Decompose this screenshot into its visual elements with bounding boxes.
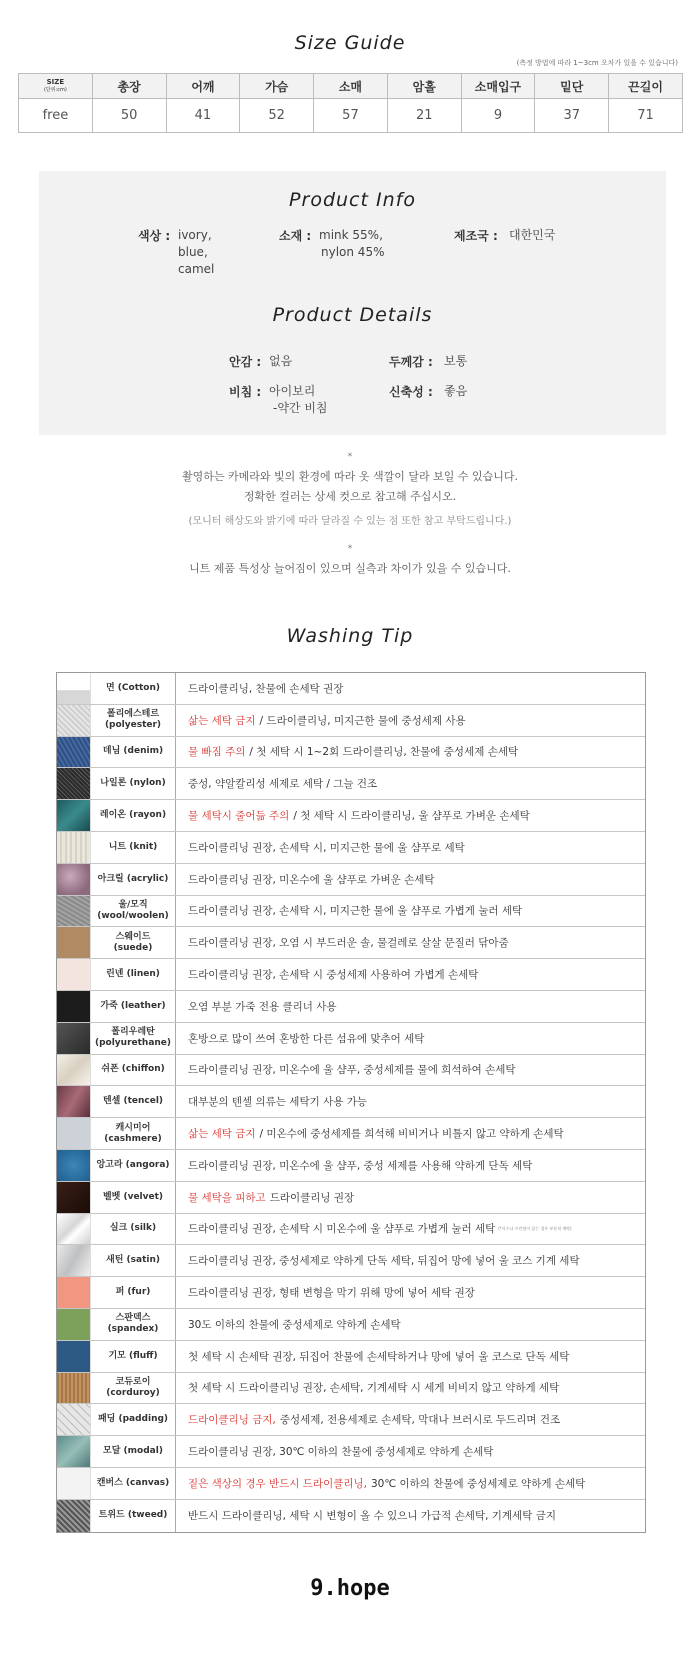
instruction-text: 반드시 드라이클리닝, 세탁 시 변형이 올 수 있으니 가급적 손세탁, 기계세탁 금지 [188, 1510, 556, 1523]
notice-bullet: * [347, 544, 353, 554]
fabric-name-line: 아크릴 (acrylic) [97, 873, 169, 884]
size-unit-label: (단위:cm) [43, 87, 67, 93]
washing-instruction [176, 896, 645, 927]
fabric-name-line: 울/모직 [118, 899, 148, 910]
washing-row [57, 1214, 645, 1246]
fabric-swatch [57, 896, 91, 927]
warning-text: 물 세탁시 줄어듦 주의 [188, 810, 290, 823]
fabric-name [91, 737, 176, 768]
fabric-name-line: 스판덱스 [115, 1313, 151, 1324]
column-header: 소매입구 [461, 74, 535, 99]
instruction-text: 드라이클리닝 권장, 손세탁 시, 미지근한 물에 울 샴푸로 세탁 [188, 841, 465, 854]
instruction-text: 드라이클리닝 권장, 미온수에 울 샴푸로 가벼운 손세탁 [188, 873, 435, 886]
column-header: 암홀 [387, 74, 461, 99]
fabric-name-line: 트위드 (tweed) [98, 1510, 168, 1521]
fabric-name [91, 800, 176, 831]
fabric-name [91, 1023, 176, 1054]
washing-row [57, 737, 645, 769]
washing-instruction [176, 768, 645, 799]
washing-instruction [176, 1277, 645, 1308]
washing-row [57, 1245, 645, 1277]
washing-row [57, 1373, 645, 1405]
fabric-name-line: 코듀로이 [115, 1376, 151, 1387]
color-value-line: ivory, [178, 228, 212, 242]
fabric-swatch [57, 1468, 91, 1499]
column-header: 밑단 [535, 74, 609, 99]
column-header: 가슴 [240, 74, 314, 99]
washing-row [57, 1150, 645, 1182]
washing-row [57, 1118, 645, 1150]
instruction-text: 드라이클리닝 권장, 미온수에 울 샴푸, 중성세제를 물에 희석하여 손세탁 [188, 1064, 516, 1077]
fabric-name [91, 1309, 176, 1340]
size-guide-title: Size Guide [294, 32, 406, 54]
lining-value: 없음 [269, 354, 293, 368]
column-header: 총장 [92, 74, 166, 99]
washing-instruction [176, 1023, 645, 1054]
washing-row [57, 1086, 645, 1118]
instruction-text: 드라이클리닝, 찬물에 손세탁 권장 [188, 682, 344, 695]
fabric-swatch [57, 1150, 91, 1181]
fabric-name [91, 1214, 176, 1245]
instruction-text: / 첫 세탁 시 드라이클리닝, 울 샴푸로 가벼운 손세탁 [293, 810, 530, 823]
fabric-swatch [57, 1404, 91, 1435]
fabric-swatch [57, 1277, 91, 1308]
fabric-swatch [57, 864, 91, 895]
fabric-name-line: 니트 (knit) [108, 841, 158, 852]
washing-instruction [176, 1341, 645, 1372]
fabric-swatch [57, 1341, 91, 1372]
fabric-name-line: 기모 (fluff) [108, 1350, 158, 1361]
washing-instruction [176, 737, 645, 768]
fabric-name-line: 텐셀 (tencel) [102, 1096, 164, 1107]
color-value-line: blue, [178, 245, 208, 259]
instruction-text: 드라이클리닝 권장, 미온수에 울 샴푸, 중성 세제를 사용해 약하게 단독 세탁 [188, 1159, 533, 1172]
brand-logo: 9.hope [310, 1576, 390, 1601]
fabric-swatch [57, 1500, 91, 1532]
fabric-name [91, 959, 176, 990]
fabric-name-line: (spandex) [107, 1324, 159, 1335]
instruction-text: 드라이클리닝 권장, 손세탁 시 미온수에 울 샴푸로 가볍게 눌러 세탁 [188, 1223, 496, 1236]
fabric-swatch [57, 1245, 91, 1276]
washing-row [57, 1309, 645, 1341]
origin-label: 제조국 : [454, 229, 498, 243]
product-info-box [39, 171, 666, 435]
fabric-name-line: (suede) [113, 942, 153, 953]
fabric-name [91, 1341, 176, 1372]
measure-cell: 71 [609, 99, 683, 133]
fabric-swatch [57, 991, 91, 1022]
instruction-text: / 미온수에 중성세제를 희석해 비비거나 비틀지 않고 약하게 손세탁 [259, 1128, 564, 1141]
washing-tip-title: Washing Tip [286, 625, 414, 647]
fabric-name-line: 앙고라 (angora) [96, 1159, 170, 1170]
washing-instruction [176, 1404, 645, 1435]
fabric-swatch [57, 705, 91, 736]
fabric-name [91, 1086, 176, 1117]
size-table [18, 73, 683, 133]
instruction-text: 드라이클리닝 권장, 형태 변형을 막기 위해 망에 넣어 세탁 권장 [188, 1287, 475, 1300]
measure-cell: 50 [92, 99, 166, 133]
instruction-text: 오염 부분 가죽 전용 클리너 사용 [188, 1000, 337, 1013]
fabric-name [91, 1150, 176, 1181]
warning-text: 삶는 세탁 금지 [188, 714, 256, 727]
fabric-name [91, 768, 176, 799]
washing-instruction [176, 1468, 645, 1499]
warning-text: 물 세탁을 피하고 [188, 1191, 266, 1204]
seethrough-value-line: 아이보리 [269, 384, 316, 398]
notice-line: 정확한 컬러는 상세 컷으로 참고해 주십시오. [243, 490, 457, 503]
notice-bullet: * [347, 452, 353, 462]
column-header: 끈길이 [609, 74, 683, 99]
washing-row [57, 800, 645, 832]
fabric-name-line: (polyester) [104, 720, 162, 731]
washing-row [57, 1277, 645, 1309]
fabric-name-line: (polyurethane) [94, 1038, 172, 1049]
fabric-name [91, 1277, 176, 1308]
product-info-title: Product Info [289, 189, 416, 211]
size-cell: free [19, 99, 93, 133]
washing-row [57, 959, 645, 991]
washing-instruction [176, 1373, 645, 1404]
warning-text: 짙은 색상의 경우 반드시 드라이클리닝, [188, 1477, 367, 1490]
thickness-label: 두께감 : [389, 355, 433, 369]
washing-row [57, 832, 645, 864]
washing-instruction [176, 1086, 645, 1117]
warning-text: 물 빠짐 주의 [188, 746, 246, 759]
stretch-label: 신축성 : [389, 385, 433, 399]
washing-instruction [176, 991, 645, 1022]
fabric-name [91, 1404, 176, 1435]
fabric-swatch [57, 1182, 91, 1213]
washing-instruction [176, 800, 645, 831]
fabric-name-line: 쉬폰 (chiffon) [101, 1064, 165, 1075]
fabric-name-line: 폴리에스테르 [106, 709, 160, 720]
fabric-swatch [57, 1055, 91, 1086]
seethrough-value-line: -약간 비침 [273, 401, 328, 415]
fabric-name [91, 705, 176, 736]
product-details-title: Product Details [272, 304, 433, 326]
measure-cell: 57 [314, 99, 388, 133]
fabric-name-line: 실크 (silk) [109, 1223, 157, 1234]
washing-instruction [176, 705, 645, 736]
fabric-name [91, 1118, 176, 1149]
washing-instruction [176, 1214, 645, 1245]
fabric-name [91, 991, 176, 1022]
fabric-name [91, 927, 176, 958]
thickness-value: 보통 [444, 354, 468, 368]
fabric-name [91, 673, 176, 704]
seethrough-value [269, 383, 328, 417]
fabric-swatch [57, 737, 91, 768]
washing-table [56, 672, 646, 1533]
instruction-text: 드라이클리닝 권장 [269, 1191, 355, 1204]
material-value-line: mink 55%, [319, 228, 383, 242]
fabric-name [91, 1373, 176, 1404]
instruction-text: 드라이클리닝 권장, 손세탁 시 중성세제 사용하여 가볍게 손세탁 [188, 969, 479, 982]
washing-instruction [176, 1055, 645, 1086]
washing-row [57, 1404, 645, 1436]
washing-row [57, 705, 645, 737]
measure-cell: 37 [535, 99, 609, 133]
instruction-text: 대부분의 텐셀 의류는 세탁기 사용 가능 [188, 1096, 367, 1109]
washing-row [57, 1468, 645, 1500]
origin-value: 대한민국 [509, 228, 556, 242]
instruction-text: 드라이클리닝 권장, 오염 시 부드러운 솔, 물걸레로 살살 문질러 닦아줌 [188, 937, 509, 950]
fabric-swatch [57, 1214, 91, 1245]
fabric-name-line: 캐시미어 [115, 1122, 151, 1133]
washing-instruction [176, 832, 645, 863]
material-label: 소재 : [279, 229, 312, 243]
fabric-name-line: (cashmere) [104, 1133, 162, 1144]
fabric-name [91, 864, 176, 895]
washing-row [57, 864, 645, 896]
color-label: 색상 : [138, 229, 171, 243]
fabric-swatch [57, 1118, 91, 1149]
size-header-cell [19, 74, 93, 99]
washing-row [57, 768, 645, 800]
column-header: 어깨 [166, 74, 240, 99]
instruction-text: 30℃ 이하의 찬물에 중성세제로 약하게 손세탁 [370, 1477, 586, 1490]
instruction-text: 드라이클리닝 권장, 중성세제로 약하게 단독 세탁, 뒤집어 망에 넣어 울 코스 기계 세탁 [188, 1255, 580, 1268]
washing-instruction [176, 673, 645, 704]
measure-cell: 41 [166, 99, 240, 133]
washing-instruction [176, 864, 645, 895]
instruction-text: 드라이클리닝 권장, 손세탁 시, 미지근한 물에 울 샴푸로 가볍게 눌러 세탁 [188, 905, 523, 918]
fabric-swatch [57, 1373, 91, 1404]
washing-instruction [176, 1309, 645, 1340]
washing-row [57, 1500, 645, 1532]
size-table-header-row [19, 74, 683, 99]
instruction-text: / 첫 세탁 시 1~2회 드라이클리닝, 찬물에 중성세제 손세탁 [249, 746, 519, 759]
washing-row [57, 927, 645, 959]
fabric-name [91, 1055, 176, 1086]
fabric-swatch [57, 1086, 91, 1117]
washing-row [57, 1055, 645, 1087]
washing-instruction [176, 1500, 645, 1532]
fabric-swatch [57, 1436, 91, 1467]
color-value-line: camel [178, 262, 215, 276]
fabric-name-line: (wool/woolen) [97, 910, 169, 921]
washing-row [57, 991, 645, 1023]
measure-cell: 21 [387, 99, 461, 133]
stretch-value: 좋음 [444, 384, 468, 398]
instruction-text: 첫 세탁 시 손세탁 권장, 뒤집어 찬물에 손세탁하거나 망에 넣어 울 코스로 단독 세탁 [188, 1350, 570, 1363]
fabric-swatch [57, 959, 91, 990]
washing-instruction [176, 1182, 645, 1213]
fabric-name-line: 패딩 (padding) [97, 1414, 169, 1425]
instruction-text: 30도 이하의 찬물에 중성세제로 약하게 손세탁 [188, 1318, 401, 1331]
material-value-line: nylon 45% [321, 245, 385, 259]
fabric-name-line: 면 (Cotton) [105, 682, 161, 693]
washing-instruction [176, 959, 645, 990]
fabric-name-line: 모달 (modal) [103, 1446, 163, 1457]
fabric-name-line: 퍼 (fur) [115, 1287, 151, 1298]
instruction-text: 첫 세탁 시 드라이클리닝 권장, 손세탁, 기계세탁 시 세게 비비지 않고 약하게 세탁 [188, 1382, 560, 1395]
material-value [319, 227, 384, 261]
fabric-swatch [57, 768, 91, 799]
fabric-name-line: 가죽 (leather) [100, 1000, 166, 1011]
washing-instruction [176, 927, 645, 958]
washing-row [57, 896, 645, 928]
fabric-swatch [57, 927, 91, 958]
fabric-swatch [57, 1309, 91, 1340]
washing-row [57, 1341, 645, 1373]
fabric-name-line: 린넨 (linen) [106, 969, 160, 980]
fabric-name [91, 1468, 176, 1499]
notice-line: (모니터 해상도와 밝기에 따라 달라질 수 있는 점 또한 참고 부탁드립니다.) [188, 516, 512, 527]
instruction-text: / 드라이클리닝, 미지근한 물에 중성세제 사용 [259, 714, 466, 727]
measure-cell: 9 [461, 99, 535, 133]
notice-line: 니트 제품 특성상 늘어짐이 있으며 실측과 차이가 있을 수 있습니다. [189, 562, 511, 575]
warning-text: 드라이클리닝 금지, [188, 1414, 276, 1427]
measure-cell: 52 [240, 99, 314, 133]
notice-line: 촬영하는 카메라와 빛의 환경에 따라 옷 색깔이 달라 보일 수 있습니다. [182, 470, 518, 483]
lining-label: 안감 : [229, 355, 262, 369]
fabric-swatch [57, 673, 91, 704]
color-value [178, 227, 214, 278]
seethrough-label: 비침 : [229, 385, 262, 399]
washing-instruction [176, 1245, 645, 1276]
fabric-name-line: 데님 (denim) [102, 746, 164, 757]
warning-text: 삶는 세탁 금지 [188, 1128, 256, 1141]
washing-instruction [176, 1150, 645, 1181]
column-header: 소매 [314, 74, 388, 99]
fabric-name-line: 캔버스 (canvas) [96, 1477, 170, 1488]
fabric-name [91, 1500, 176, 1532]
instruction-text: 중성세제, 전용세제로 손세탁, 막대나 브러시로 두드리며 건조 [279, 1414, 561, 1427]
fabric-swatch [57, 800, 91, 831]
fabric-name [91, 896, 176, 927]
fabric-name-line: 벨벳 (velvet) [102, 1191, 164, 1202]
footnote-text: (*자수나 프린팅이 있는 경우 부분적 세탁) [498, 1225, 572, 1231]
table-row [19, 99, 683, 133]
instruction-text: 혼방으로 많이 쓰여 혼방한 다른 섬유에 맞추어 세탁 [188, 1032, 425, 1045]
fabric-swatch [57, 1023, 91, 1054]
fabric-name-line: 레이온 (rayon) [99, 810, 167, 821]
size-header-label: SIZE [46, 78, 65, 86]
fabric-name [91, 1436, 176, 1467]
instruction-text: 드라이클리닝 권장, 30℃ 이하의 찬물에 중성세제로 약하게 손세탁 [188, 1446, 494, 1459]
fabric-name-line: 폴리우레탄 [111, 1027, 155, 1038]
fabric-name-line: (corduroy) [106, 1387, 160, 1398]
washing-instruction [176, 1436, 645, 1467]
washing-instruction [176, 1118, 645, 1149]
fabric-swatch [57, 832, 91, 863]
size-guide-note: (측정 방법에 따라 1~3cm 오차가 있을 수 있습니다) [516, 59, 678, 67]
washing-row [57, 1182, 645, 1214]
fabric-name [91, 1182, 176, 1213]
instruction-text: 중성, 약알칼리성 세제로 세탁 / 그늘 건조 [188, 778, 378, 791]
washing-row [57, 1436, 645, 1468]
washing-row [57, 1023, 645, 1055]
fabric-name-line: 나일론 (nylon) [100, 778, 166, 789]
fabric-name-line: 스웨이드 [115, 931, 151, 942]
washing-row [57, 673, 645, 705]
fabric-name [91, 832, 176, 863]
fabric-name-line: 새틴 (satin) [106, 1255, 160, 1266]
fabric-name [91, 1245, 176, 1276]
